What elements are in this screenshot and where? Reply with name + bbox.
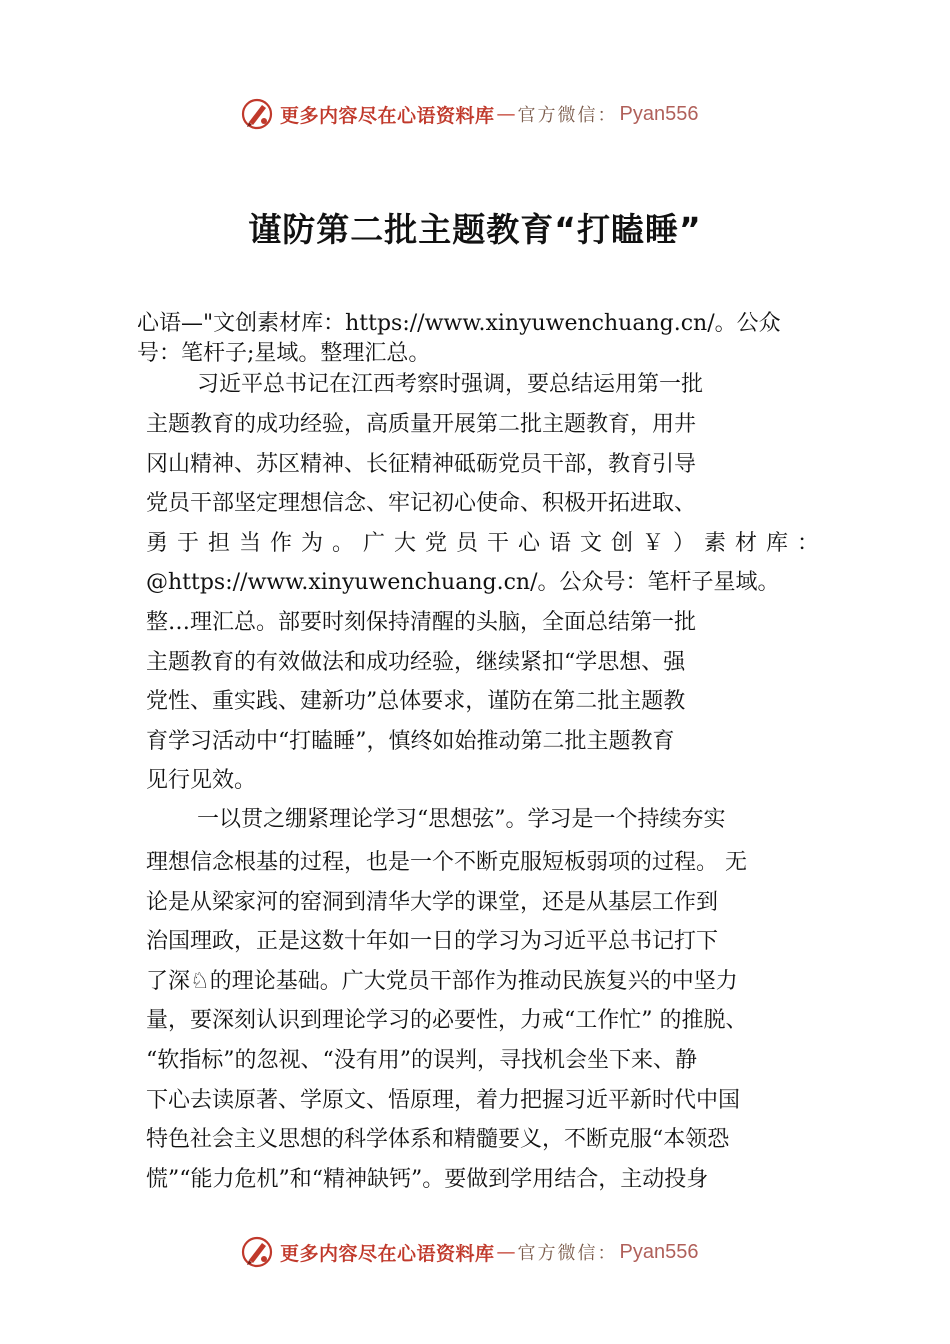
banner-weixin-label: 官方微信： (517, 1243, 618, 1264)
banner-separator: — (496, 1241, 516, 1263)
body-line: 一以贯之绷紧理论学习“思想弦”。学习是一个持续夯实 (197, 807, 726, 832)
body-line: 勇于担当作为。广大党员干心语文创￥）素材库： (146, 531, 829, 556)
banner-weixin-id: Pyan556 (619, 1240, 699, 1263)
body-line: 号：笔杆子;星域。整理汇总。 (137, 341, 431, 366)
banner-main-text: 更多内容尽在心语资料库 (280, 104, 495, 127)
body-line: 特色社会主义思想的科学体系和精髓要义，不断克服“本领恐 (146, 1127, 730, 1152)
body-line: @https://www.xinyuwenchuang.cn/。公众号：笔杆子星域。 (146, 570, 780, 595)
body-line: 育学习活动中“打瞌睡”，慎终如始推动第二批主题教育 (146, 729, 675, 754)
banner-main-text: 更多内容尽在心语资料库 (280, 1242, 495, 1265)
body-line: 冈山精神、苏区精神、长征精神砥砺党员干部，教育引导 (146, 452, 697, 477)
body-line: “软指标”的忽视、“没有用”的误判，寻找机会坐下来、静 (146, 1048, 697, 1073)
body-line: 主题教育的有效做法和成功经验，继续紧扣“学思想、强 (146, 650, 686, 675)
banner-separator: — (496, 103, 516, 125)
body-line: 慌”“能力危机”和“精神缺钙”。要做到学用结合，主动投身 (146, 1167, 709, 1192)
document-title: 谨防第二批主题教育“打瞌睡” (248, 210, 702, 249)
body-line: 党性、重实践、建新功”总体要求，谨防在第二批主题教 (146, 689, 686, 714)
body-line: 理想信念根基的过程，也是一个不断克服短板弱项的过程。 无 (146, 850, 747, 875)
header-banner (0, 94, 950, 134)
banner-weixin-label: 官方微信： (517, 105, 618, 126)
body-line: 习近平总书记在江西考察时强调，要总结运用第一批 (197, 372, 704, 397)
banner-weixin-id: Pyan556 (619, 102, 699, 125)
body-line: 整…理汇总。部要时刻保持清醒的头脑，全面总结第一批 (146, 610, 697, 635)
body-line: 论是从梁家河的窑洞到清华大学的课堂，还是从基层工作到 (146, 890, 719, 915)
body-line: 下心去读原著、学原文、悟原理，着力把握习近平新时代中国 (146, 1088, 741, 1113)
pen-seal-logo-icon (240, 97, 274, 131)
footer-banner (0, 1232, 950, 1272)
pen-seal-logo-icon (240, 1235, 274, 1269)
body-line: 党员干部坚定理想信念、牢记初心使命、积极开拓进取、 (146, 491, 697, 516)
body-line: 主题教育的成功经验，高质量开展第二批主题教育，用井 (146, 412, 697, 437)
body-line: 治国理政，正是这数十年如一日的学习为习近平总书记打下 (146, 929, 719, 954)
body-line: 见行见效。 (146, 768, 257, 793)
body-line: 心语—"文创素材库：https://www.xinyuwenchuang.cn/。公众 (137, 311, 781, 336)
body-line: 量，要深刻认识到理论学习的必要性，力戒“工作忙” 的推脱、 (146, 1008, 748, 1033)
body-line: 了深♘的理论基础。广大党员干部作为推动民族复兴的中坚力 (146, 969, 738, 994)
